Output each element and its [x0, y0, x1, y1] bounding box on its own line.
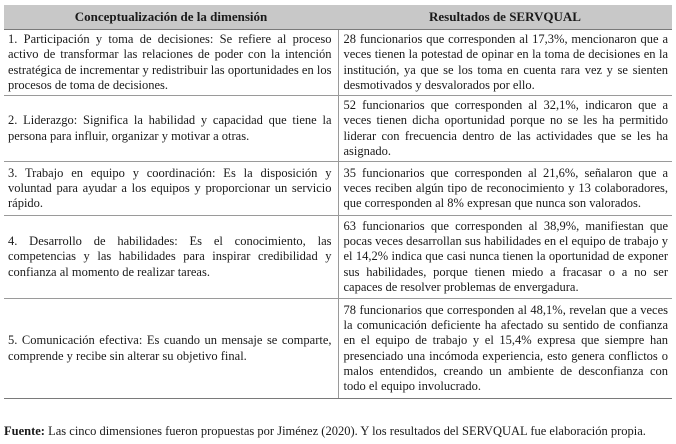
source-footnote — [4, 424, 672, 439]
table-row — [4, 162, 672, 216]
dimension-cell: 3. Trabajo en equipo y coordinación: Es la disposición y voluntad para ayudar a los equipos y proporcionar un servicio rápido. — [4, 162, 338, 216]
result-cell: 63 funcionarios que corresponden al 38,9%, manifiestan que pocas veces desarrollan sus habilidades en el equipo de trabajo y el 14,2% indica que casi nunca tienen la oportunidad de exponer sus habilidades, porque tienen miedo a fracasar o a no ser capaces de resolver problemas de envergadura. — [338, 216, 672, 299]
table-row — [4, 216, 672, 299]
dimension-cell: 2. Liderazgo: Significa la habilidad y capacidad que tiene la persona para influir, organizar y motivar a otras. — [4, 96, 338, 162]
result-cell: 28 funcionarios que corresponden al 17,3%, mencionaron que a veces tienen la potestad de opinar en la toma de decisiones en la institución, ya que se los toma en cuenta rara vez y se sienten desmotivados y desvalorados por ello. — [338, 30, 672, 96]
table-row — [4, 30, 672, 96]
table-header-row — [4, 5, 672, 30]
dimension-cell: 4. Desarrollo de habilidades: Es el conocimiento, las competencias y las habilidades para inspirar credibilidad y confianza al momento de realizar tareas. — [4, 216, 338, 299]
result-cell: 52 funcionarios que corresponden al 32,1%, indicaron que a veces tienen dicha oportunidad porque no se les ha permitido liderar con frecuencia dentro de las actividades que se les ha asignado. — [338, 96, 672, 162]
table-row — [4, 299, 672, 399]
footnote-text: Las cinco dimensiones fueron propuestas por Jiménez (2020). Y los resultados del SERVQUAL fue elaboración propia. — [48, 424, 646, 438]
dimension-cell: 1. Participación y toma de decisiones: Se refiere al proceso activo de transformar las relaciones de poder con la intención estratégica de incrementar y redistribuir las oportunidades en los procesos de toma de decisiones. — [8, 32, 332, 92]
footnote-label: Fuente: — [4, 424, 45, 438]
result-cell: 78 funcionarios que corresponden al 48,1%, revelan que a veces la comunicación deficiente ha afectado su sentido de confianza en el equipo de trabajo y el 15,4% expresa que siempre han presenciado una incómoda experiencia, esto genera conflictos o malos entendidos, creando un ambiente de desconfianza con todo el equipo involucrado. — [338, 299, 672, 399]
result-cell: 35 funcionarios que corresponden al 21,6%, señalaron que a veces reciben algún tipo de reconocimiento y 13 colaboradores, que corresponden al 8% expresan que nunca son valorados. — [338, 162, 672, 216]
dimension-cell: 5. Comunicación efectiva: Es cuando un mensaje se comparte, comprende y recibe sin alterar su objetivo final. — [4, 299, 338, 399]
header-results: Resultados de SERVQUAL — [338, 5, 672, 30]
table-row — [4, 96, 672, 162]
header-dimension: Conceptualización de la dimensión — [4, 5, 338, 30]
servqual-table — [4, 5, 672, 399]
